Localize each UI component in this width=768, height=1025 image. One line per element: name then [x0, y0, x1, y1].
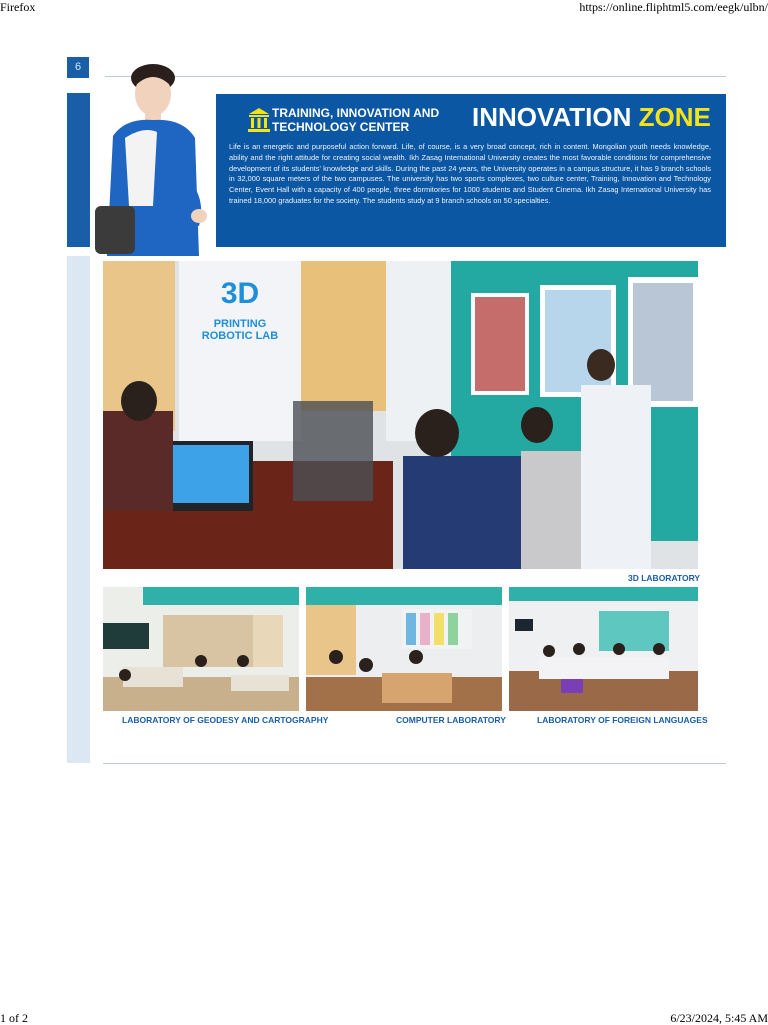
- computer-lab-photo: [306, 587, 502, 711]
- zone-title-word2: ZONE: [638, 102, 711, 132]
- page-url: https://online.fliphtml5.com/eegk/ulbn/: [579, 0, 768, 14]
- page-number-badge: 6: [67, 57, 89, 78]
- sign-3d: 3D: [220, 277, 260, 310]
- innovation-zone-banner: [216, 94, 726, 247]
- 3d-lab-photo: [103, 261, 698, 569]
- geodesy-lab-photo: [103, 587, 299, 711]
- side-pale-bar: [67, 256, 90, 763]
- center-title: TRAINING, INNOVATION AND TECHNOLOGY CENTER: [272, 106, 440, 134]
- zone-title: [472, 100, 711, 134]
- foreign-languages-lab-photo: [509, 587, 698, 711]
- side-accent-bar: [67, 93, 90, 247]
- sign-line2: ROBOTIC LAB: [201, 330, 279, 342]
- page-count: 1 of 2: [0, 1011, 28, 1025]
- geodesy-lab-caption: LABORATORY OF GEODESY AND CARTOGRAPHY: [122, 715, 329, 725]
- zone-title-word1: INNOVATION: [472, 102, 632, 132]
- building-pillar-icon: [247, 107, 271, 133]
- student-photo: [95, 56, 215, 276]
- print-timestamp: 6/23/2024, 5:45 AM: [670, 1011, 768, 1025]
- foreign-languages-lab-caption: LABORATORY OF FOREIGN LANGUAGES: [537, 715, 708, 725]
- browser-app-name: Firefox: [0, 0, 36, 14]
- main-photo-caption: 3D LABORATORY: [628, 573, 701, 583]
- sign-line1: PRINTING: [213, 318, 267, 330]
- banner-body-text: Life is an energetic and purposeful action forward. Life, of course, is a very broad concept, rich in content. Mongolian youth needs knowledge, ability and the right attitude for creating social wealth. Ikh Zasag International University creates the most favorable conditions for comprehensive development of its students' knowledge and skills. During the past 24 years, the University operates in a campus structure, it has 9 branch schools in 32,000 square meters of the two campuses. The university has two sports complexes, two culture center, Training, Innovation and Technology Center, Event Hall with a capacity of 400 people, three dormitories for 1000 students and Student Cinema. Ikh Zasag International University has trained 18,000 graduates for the society. The students study at 9 branch schools on 50 specialties.: [229, 142, 711, 205]
- bottom-divider: [103, 763, 726, 764]
- computer-lab-caption: COMPUTER LABORATORY: [396, 715, 506, 725]
